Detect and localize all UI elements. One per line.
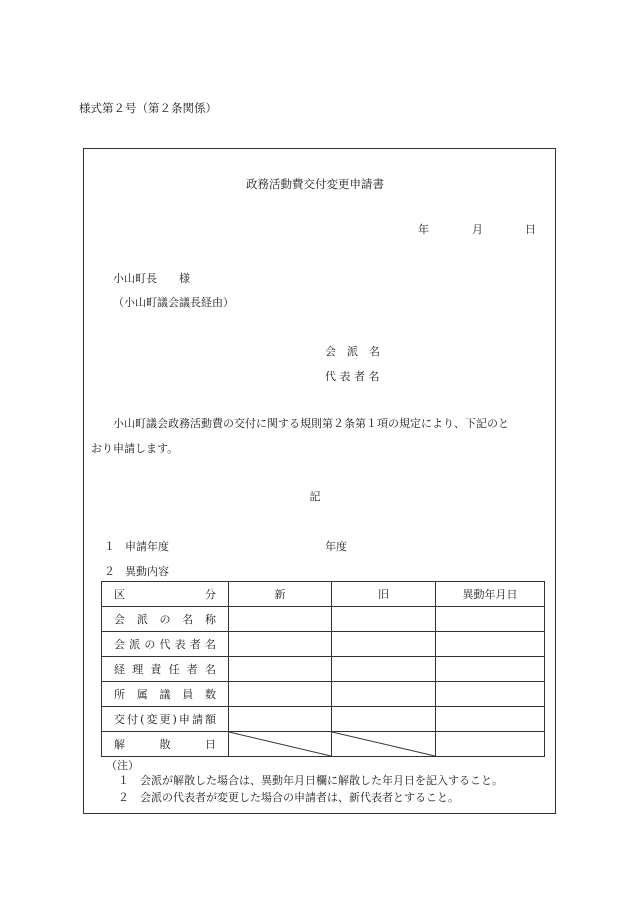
- cell-date: [436, 657, 545, 682]
- document-title: 政務活動費交付変更申請書: [246, 177, 384, 191]
- table-row: [102, 732, 545, 757]
- cell-new-struck: [229, 732, 332, 757]
- header-old: 旧: [332, 582, 436, 607]
- cell-date: [436, 732, 545, 757]
- notes-heading: （注）: [106, 759, 139, 772]
- cell-new: [229, 682, 332, 707]
- change-table: [101, 581, 545, 757]
- body-text-line-2: おり申請します。: [91, 442, 179, 455]
- cell-new: [229, 707, 332, 732]
- cell-old: [332, 682, 436, 707]
- cell-old: [332, 657, 436, 682]
- note-item-2: ２ 会派の代表者が変更した場合の申請者は、新代表者とすること。: [118, 791, 459, 804]
- diagonal-strike: [229, 732, 331, 756]
- cell-old: [332, 632, 436, 657]
- row-label: 会派の代表者名: [102, 632, 229, 657]
- table-row: [102, 607, 545, 632]
- row-label: 交付(変更)申請額: [102, 707, 229, 732]
- via-note: （小山町議会議長経由）: [113, 296, 234, 309]
- header-change-date: 異動年月日: [436, 582, 545, 607]
- cell-date: [436, 682, 545, 707]
- date-year: 年: [418, 223, 429, 236]
- table-row: [102, 707, 545, 732]
- cell-old-struck: [332, 732, 436, 757]
- header-new: 新: [229, 582, 332, 607]
- diagonal-strike: [332, 732, 435, 756]
- item1-label: 申請年度: [125, 540, 169, 553]
- date-day: 日: [525, 223, 536, 236]
- header-category: 区 分: [102, 582, 229, 607]
- row-label: 経理責任者名: [102, 657, 229, 682]
- form-id: 様式第２号（第２条関係）: [79, 101, 217, 115]
- table-row: [102, 657, 545, 682]
- cell-new: [229, 632, 332, 657]
- row-label: 所属議員数: [102, 682, 229, 707]
- row-label: 解散日: [102, 732, 229, 757]
- ki-heading: 記: [309, 490, 321, 503]
- representative-label: 代 表 者 名: [325, 370, 380, 383]
- item2-number: ２: [104, 565, 115, 578]
- cell-new: [229, 657, 332, 682]
- cell-new: [229, 607, 332, 632]
- note-item-1: １ 会派が解散した場合は、異動年月日欄に解散した年月日を記入すること。: [118, 774, 503, 787]
- cell-date: [436, 632, 545, 657]
- body-text-line-1: 小山町議会政務活動費の交付に関する規則第２条第１項の規定により、下記のと: [113, 417, 509, 430]
- table-header-row: [102, 582, 545, 607]
- item2-label: 異動内容: [125, 565, 169, 578]
- table-row: [102, 632, 545, 657]
- date-month: 月: [472, 223, 483, 236]
- row-label: 会派の名称: [102, 607, 229, 632]
- table-row: [102, 682, 545, 707]
- addressee: 小山町長 様: [113, 272, 190, 285]
- cell-old: [332, 607, 436, 632]
- party-name-label: 会 派 名: [325, 345, 380, 358]
- item1-number: １: [104, 540, 115, 553]
- cell-old: [332, 707, 436, 732]
- cell-date: [436, 607, 545, 632]
- item1-value: 年度: [325, 540, 347, 553]
- cell-date: [436, 707, 545, 732]
